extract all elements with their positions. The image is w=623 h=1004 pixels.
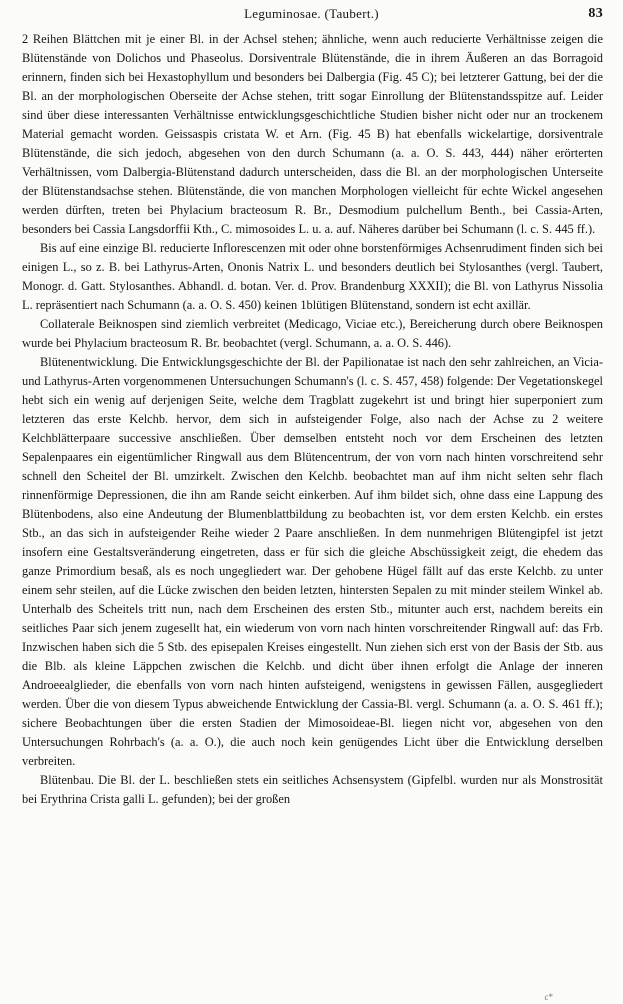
paragraph-reduced-inflorescences: Bis auf eine einzige Bl. reducierte Inflorescenzen mit oder ohne borstenförmiges Achsenrudiment finden sich bei einigen L., so z. B. bei Lathyrus-Arten, Ononis Natrix L. und besonders deutlich bei Stylosanthes (vergl. Taubert, Monogr. d. Gatt. Stylosanthes. Abhandl. d. botan. Ver. d. Prov. Brandenburg XXXII); die Bl. von Lathyrus Nissolia L. repräsentiert nach Schumann (a. a. O. S. 450) keinen 1blütigen Blütenstand, sondern ist echt axillär. bbox=[22, 241, 603, 312]
running-head bbox=[0, 4, 623, 24]
footer-mark: c* bbox=[544, 992, 553, 1002]
page-number: 83 bbox=[588, 6, 603, 21]
body-text bbox=[22, 30, 603, 809]
paragraph-inflorescence-types: 2 Reihen Blättchen mit je einer Bl. in der Achsel stehen; ähnliche, wenn auch reducierte Verhältnisse zeigen die Blütenstände von Dolichos und Phaseolus. Dorsiventrale Blütenstände, die in ihrem Äußeren an das Borragoid erinnern, finden sich bei Hexastophyllum und besonders bei Dalbergia (Fig. 45 C); bei letzterer Gattung, bei der die Bl. an der morphologischen Oberseite der Achse stehen, tritt sogar Einrollung der Blütenstandsspitze auf. Leider sind über diese interessanten Verhältnisse entwicklungsgeschichtliche Studien bisher nicht oder nur an trockenem Material gemacht worden. Geissaspis cristata W. et Arn. (Fig. 45 B) hat ebenfalls wickelartige, dorsiventrale Blütenstände, die sich jedoch, abgesehen von den durch Schumann (a. a. O. S. 443, 444) näher erörterten Verhältnissen, vom Dalbergia-Blütenstand dadurch unterscheiden, dass die Bl. an der morphologischen Unterseite der Blütenstandsachse stehen. Blütenstände, die von manchen Morphologen vielleicht für echte Wickel angesehen werden dürften, treten bei Phylacium bracteosum R. Br., Desmodium pulchellum Benth., bei Cassia-Arten, besonders bei Cassia Langsdorffii Kth., C. mimosoides L. u. a. auf. Näheres darüber bei Schumann (l. c. S. 445 ff.). bbox=[22, 32, 603, 236]
paragraph-flower-development: Blütenentwicklung. Die Entwicklungsgeschichte der Bl. der Papilionatae ist nach den sehr zahlreichen, an Vicia- und Lathyrus-Arten vorgenommenen Untersuchungen Schumann's (l. c. S. 457, 458) folgende: Der Vegetationskegel hebt sich ein wenig auf derjenigen Seite, welche dem Tragblatt zugekehrt ist und bringt hier superponiert zum letzteren das erste Kelchb. hervor, dem sich in aufsteigender Folge, also nach der Achse zu 2 weitere Kelchblätterpaare successive anschließen. Über demselben entsteht noch vor dem Erscheinen des letzten Sepalenpaares ein eigentümlicher Ringwall aus dem Blütencentrum, der von vorn nach hinten vorschreitend sehr schnell den Scheitel der Bl. umzirkelt. Zwischen den Kelchb. beobachtet man auf ihm nicht selten sehr flach rinnenförmige Depressionen, die ihn am Rande seicht einkerben. Auf ihm bildet sich, ohne dass eine Lappung des Blütenbodens, also eine Andeutung der Blumenblattbildung zu beobachten ist, vor dem ersten Kelchb. ein erstes Stb., an das sich in aufsteigender Reihe wieder 2 Paare anschließen. In dem nunmehrigen Blütengipfel ist jetzt insofern eine Gestaltsveränderung eingetreten, dass er für sich die gleiche Abschüssigkeit zeigt, die ehedem das ganze Primordium besaß, als es noch ungegliedert war. Der gehobene Hügel fällt auf das erste Kelchb. zu unter einem sehr steilen, auf die Lücke zwischen den beiden letzten, hintersten Sepalen zu mit minder steilem Winkel ab. Unterhalb des Scheitels tritt nun, nach dem Erscheinen des ersten Stb., mitunter auch erst, nachdem bereits ein seitliches Paar sich jenem zugesellt hat, ein wiederum von vorn nach hinten vorschreitender Ringwall auf: das Frb. Inzwischen haben sich die 5 Stb. des episepalen Kreises eingestellt. Nun ziehen sich erst von der Basis der Stb. aus die Blb. als kleine Läppchen zwischen die Kelchb. und dicht über ihnen erfolgt die Anlage der inneren Androeealglieder, die ebenfalls von vorn nach hinten aufsteigend, wenigstens in gewissen Fällen, ausgegliedert werden. Über die von diesem Typus abweichende Entwicklung der Cassia-Bl. vergl. Schumann (a. a. O. S. 461 ff.); sichere Beobachtungen über die ersten Stadien der Mimosoideae-Bl. liegen nicht vor, abgesehen von den Untersuchungen Rohrbach's (a. a. O.), die auch noch kein genügendes Licht über die Entwicklung derselben verbreiten. bbox=[22, 355, 603, 768]
running-title: Leguminosae. (Taubert.) bbox=[244, 6, 379, 21]
paragraph-flower-structure: Blütenbau. Die Bl. der L. beschließen stets ein seitliches Achsensystem (Gipfelbl. wurden nur als Monstrosität bei Erythrina Crista galli L. gefunden); bei der großen bbox=[22, 773, 603, 806]
paragraph-collateral-buds: Collaterale Beiknospen sind ziemlich verbreitet (Medicago, Viciae etc.), Bereicherung durch obere Beiknospen wurde bei Phylacium bracteosum R. Br. beobachtet (vergl. Schumann, a. a. O. S. 446). bbox=[22, 317, 603, 350]
